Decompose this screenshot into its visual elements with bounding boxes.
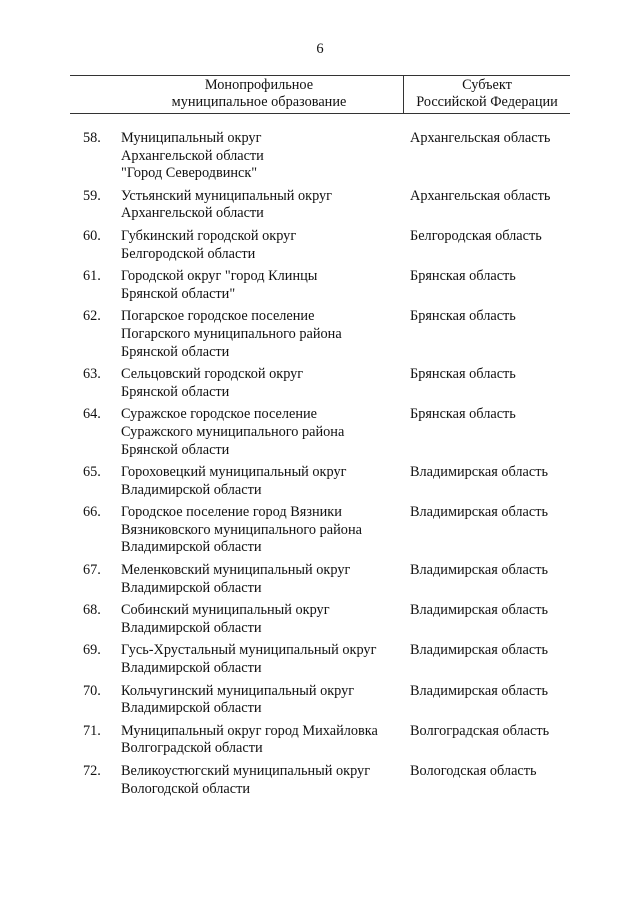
table-row xyxy=(70,602,570,637)
municipality-name-line: Гусь-Хрустальный муниципальный округ xyxy=(121,642,377,659)
municipality-name-line: Владимирской области xyxy=(121,481,262,498)
municipality-name-line: Волгоградской области xyxy=(121,740,263,757)
municipality-name xyxy=(121,130,410,183)
header-line: Субъект xyxy=(462,77,512,93)
municipality-name-line: Кольчугинский муниципальный округ xyxy=(121,682,355,699)
municipality-name xyxy=(121,683,410,718)
municipality-name-line: Брянской области xyxy=(121,343,230,360)
row-number: 71. xyxy=(83,722,101,739)
municipality-name-line: Суражское городское поселение xyxy=(121,406,318,423)
municipality-name-line: Брянской области" xyxy=(121,285,236,302)
municipality-name xyxy=(121,406,410,459)
municipality-name xyxy=(121,308,410,361)
row-number: 69. xyxy=(83,642,101,659)
federal-subject: Вологодская область xyxy=(410,763,537,779)
federal-subject: Владимирская область xyxy=(410,602,549,619)
municipality-name-line: Собинский муниципальный округ xyxy=(121,602,330,619)
municipality-name-line: Великоустюгский муниципальный округ xyxy=(121,763,371,779)
municipality-name-line: "Город Северодвинск" xyxy=(121,165,258,182)
table-row xyxy=(70,366,570,401)
municipality-name-line: Вологодской области xyxy=(121,780,251,797)
federal-subject: Владимирская область xyxy=(410,464,549,481)
table-row xyxy=(70,130,570,183)
federal-subject: Владимирская область xyxy=(410,682,549,699)
header-line: Российской Федерации xyxy=(416,94,558,110)
municipality-name-line: Брянской области xyxy=(121,383,230,400)
table-row xyxy=(70,763,570,798)
table-row xyxy=(70,464,570,499)
row-number: 70. xyxy=(83,682,101,699)
table-row xyxy=(70,268,570,303)
row-number: 65. xyxy=(83,464,101,481)
row-number: 64. xyxy=(83,406,101,423)
federal-subject: Владимирская область xyxy=(410,504,549,521)
municipality-name-line: Муниципальный округ город Михайловка xyxy=(121,722,378,739)
municipality-name xyxy=(121,188,410,223)
municipality-name-line: Погарское городское поселение xyxy=(121,308,315,325)
row-number: 63. xyxy=(83,366,101,383)
municipality-name xyxy=(121,562,410,597)
municipality-name xyxy=(121,642,410,677)
federal-subject: Брянская область xyxy=(410,406,516,423)
municipality-name-line: Владимирской области xyxy=(121,539,262,556)
federal-subject: Белгородская область xyxy=(410,227,542,244)
municipality-name-line: Погарского муниципального района xyxy=(121,325,342,342)
row-number: 66. xyxy=(83,504,101,521)
table-row xyxy=(70,683,570,718)
table-row xyxy=(70,228,570,263)
row-number: 72. xyxy=(83,763,101,779)
municipality-column-header xyxy=(115,77,403,111)
municipality-name-line: Вязниковского муниципального района xyxy=(121,521,362,538)
table-row xyxy=(70,642,570,677)
municipality-name-line: Гороховецкий муниципальный округ xyxy=(121,464,347,481)
municipality-name-line: Белгородской области xyxy=(121,245,256,262)
table-row xyxy=(70,504,570,557)
federal-subject: Волгоградская область xyxy=(410,722,550,739)
municipality-name-line: Городской округ "город Клинцы xyxy=(121,268,318,285)
table-row xyxy=(70,188,570,223)
municipality-name-line: Владимирской области xyxy=(121,579,262,596)
municipality-name-line: Городское поселение город Вязники xyxy=(121,504,342,521)
municipality-name-line: Владимирской области xyxy=(121,660,262,677)
municipality-name-line: Устьянский муниципальный округ xyxy=(121,187,333,204)
municipality-name-line: Владимирской области xyxy=(121,619,262,636)
municipality-name xyxy=(121,268,410,303)
table-row xyxy=(70,562,570,597)
table-header xyxy=(70,75,570,114)
municipality-name xyxy=(121,228,410,263)
federal-subject: Брянская область xyxy=(410,268,516,285)
municipality-name xyxy=(121,723,410,758)
table-row xyxy=(70,723,570,758)
municipality-name-line: Меленковский муниципальный округ xyxy=(121,562,351,579)
table-row xyxy=(70,406,570,459)
municipality-name xyxy=(121,366,410,401)
row-number: 59. xyxy=(83,187,101,204)
row-number: 60. xyxy=(83,227,101,244)
municipality-name xyxy=(121,602,410,637)
table-row xyxy=(70,308,570,361)
row-number: 67. xyxy=(83,562,101,579)
row-number: 62. xyxy=(83,308,101,325)
municipality-name-line: Архангельской области xyxy=(121,147,264,164)
municipality-name xyxy=(121,464,410,499)
federal-subject: Архангельская область xyxy=(410,130,551,146)
municipality-name-line: Архангельской области xyxy=(121,205,264,222)
municipality-name-line: Губкинский городской округ xyxy=(121,227,297,244)
municipality-name-line: Сельцовский городской округ xyxy=(121,366,304,383)
federal-subject: Владимирская область xyxy=(410,642,549,659)
header-line: Монопрофильное xyxy=(204,77,314,93)
row-number: 68. xyxy=(83,602,101,619)
municipality-name-line: Суражского муниципального района xyxy=(121,423,345,440)
municipality-name-line: Владимирской области xyxy=(121,700,262,717)
federal-subject: Брянская область xyxy=(410,366,516,383)
row-number: 58. xyxy=(83,130,101,146)
federal-subject: Архангельская область xyxy=(410,187,551,204)
page-number: 6 xyxy=(316,41,324,57)
municipality-name xyxy=(121,504,410,557)
federal-subject: Владимирская область xyxy=(410,562,549,579)
municipality-name-line: Муниципальный округ xyxy=(121,130,262,146)
municipality-name xyxy=(121,763,410,798)
table-body xyxy=(70,130,570,803)
row-number: 61. xyxy=(83,268,101,285)
header-line: муниципальное образование xyxy=(171,94,347,110)
subject-column-header xyxy=(404,77,570,111)
federal-subject: Брянская область xyxy=(410,308,516,325)
municipality-name-line: Брянской области xyxy=(121,441,230,458)
